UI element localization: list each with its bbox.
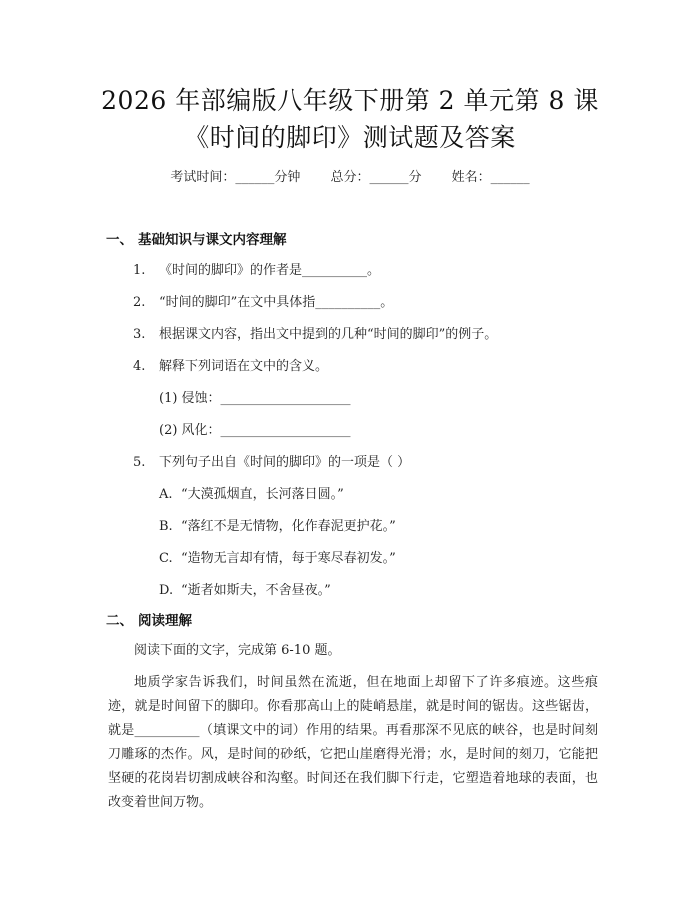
question-number: 2. [133, 295, 146, 310]
reading-passage: 地质学家告诉我们，时间虽然在流逝，但在地面上却留下了许多痕迹。这些痕迹，就是时间留下的脚印。你看那高山上的陡峭悬崖，就是时间的锯齿。这些锯齿，就是__________（填课文中的词）作用的结果。再看那深不见底的峡谷，也是时间刻刀雕琢的杰作。风，是时间的砂纸，它把山崖磨得光滑；水，是时间的刻刀，它能把坚硬的花岗岩切割成峡谷和沟壑。时间还在我们脚下行走，它塑造着地球的表面，也改变着世间万物。 [108, 675, 598, 810]
question-text: 《时间的脚印》的作者是__________。 [159, 263, 381, 278]
option-text: “逝者如斯夫，不舍昼夜。” [181, 583, 331, 598]
option-label: B. [159, 519, 173, 534]
exam-name: 姓名：______ [451, 170, 530, 185]
question-4-sub-2: (2) 风化：____________________ [159, 423, 351, 438]
question-4 [133, 358, 328, 376]
reading-intro: 阅读下面的文字，完成第 6-10 题。 [134, 643, 341, 658]
option-text: “落红不是无情物，化作春泥更护花。” [181, 519, 396, 534]
question-text: “时间的脚印”在文中具体指__________。 [159, 295, 394, 310]
document-title-line1: 2026 年部编版八年级下册第 2 单元第 8 课 [101, 86, 599, 115]
question-5 [133, 454, 410, 472]
option-a [159, 486, 344, 504]
section-heading-2 [106, 612, 192, 630]
option-text: “造物无言却有情，每于寒尽春初发。” [181, 551, 396, 566]
option-label: C. [159, 551, 173, 566]
question-2 [133, 294, 393, 312]
option-text: “大漠孤烟直，长河落日圆。” [181, 487, 344, 502]
document-title-line2: 《时间的脚印》测试题及答案 [184, 123, 516, 152]
exam-info [0, 170, 700, 186]
option-d [159, 582, 331, 600]
section-number: 一、 [106, 232, 133, 248]
question-4-sub-1: (1) 侵蚀：____________________ [159, 391, 351, 406]
question-number: 1. [133, 263, 146, 278]
question-text: 解释下列词语在文中的含义。 [159, 359, 329, 374]
question-number: 4. [133, 359, 146, 374]
exam-time: 考试时间：______分钟 [170, 170, 301, 185]
option-c [159, 550, 396, 568]
question-text: 下列句子出自《时间的脚印》的一项是（ ） [159, 455, 411, 470]
question-text: 根据课文内容，指出文中提到的几种“时间的脚印”的例子。 [159, 327, 498, 342]
question-number: 3. [133, 327, 146, 342]
exam-score: 总分：______分 [330, 170, 422, 185]
option-label: D. [159, 583, 174, 598]
question-number: 5. [133, 455, 146, 470]
section-title: 阅读理解 [138, 613, 192, 629]
section-number: 二、 [106, 613, 133, 629]
question-3 [133, 326, 497, 344]
section-title: 基础知识与课文内容理解 [138, 232, 287, 248]
option-b [159, 518, 396, 536]
section-heading-1 [106, 231, 287, 249]
question-1 [133, 262, 380, 280]
option-label: A. [159, 487, 173, 502]
